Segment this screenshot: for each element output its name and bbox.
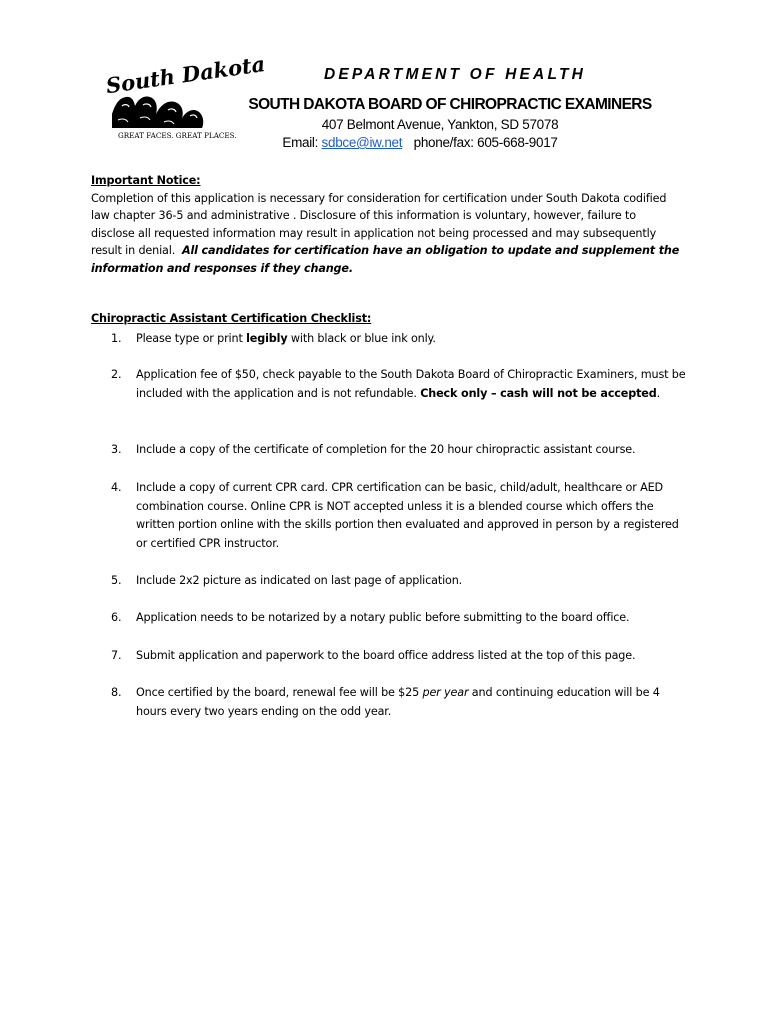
logo-tagline: GREAT FACES. GREAT PLACES. [118,131,237,140]
notice-emphasis: All candidates for certification have an obligation to update and supplement the information and responses if they change. [91,244,680,275]
item-number: 1. [111,332,122,345]
board-address: 407 Belmont Avenue, Yankton, SD 57078 [321,117,559,132]
department-title: DEPARTMENT OF HEALTH [323,66,587,83]
item-text: Include a copy of current CPR card. CPR certification can be basic, child/adult, healthcare or AED combination course. Online CPR is NOT accepted unless it is a blended course which offers the written portion online with the skills portion then evaluated and approved in person by a registered or certified CPR instructor. [136,481,679,550]
south-dakota-logo [98,51,267,142]
email-link[interactable]: sdbce@iw.net [321,135,403,150]
item-text: Include a copy of the certificate of completion for the 20 hour chiropractic assistant course. [136,443,636,456]
notice-heading: Important Notice: [91,174,201,187]
email-label: Email: [282,135,319,150]
item-text: Please type or print legibly with black or blue ink only. [136,332,436,345]
notice-body [91,190,681,278]
item-number: 7. [111,649,122,662]
checklist-title: Chiropractic Assistant Certification Checklist: [91,312,372,325]
item-text: Once certified by the board, renewal fee will be $25 per year and continuing education will be 4 hours every two years ending on the odd year. [136,686,660,718]
item-text: Submit application and paperwork to the board office address listed at the top of this page. [136,649,636,662]
item-number: 2. [111,368,122,381]
phone-fax: phone/fax: 605-668-9017 [413,135,558,150]
item-number: 8. [111,686,122,699]
item-number: 5. [111,574,122,587]
item-text: Application needs to be notarized by a notary public before submitting to the board office. [136,611,630,624]
svg-text:South Dakota: South Dakota [104,51,267,99]
notice-text: Completion of this application is necessary for consideration for certification under South Dakota codified law chapter 36-5 and administrative . Disclosure of this information is voluntary, however, failure to disclose all requested information may result in application not being processed and may subsequently result in denial. [91,191,667,258]
item-number: 4. [111,481,122,494]
item-text: Application fee of $50, check payable to the South Dakota Board of Chiropractic Examiners, must be included with the application and is not refundable. Check only – cash will not be accepted. [136,368,686,400]
board-contact [260,135,580,150]
item-number: 6. [111,611,122,624]
board-title: SOUTH DAKOTA BOARD OF CHIROPRACTIC EXAMINERS [248,96,652,113]
item-text: Include 2x2 picture as indicated on last page of application. [136,574,463,587]
item-number: 3. [111,443,122,456]
important-notice [91,172,681,278]
